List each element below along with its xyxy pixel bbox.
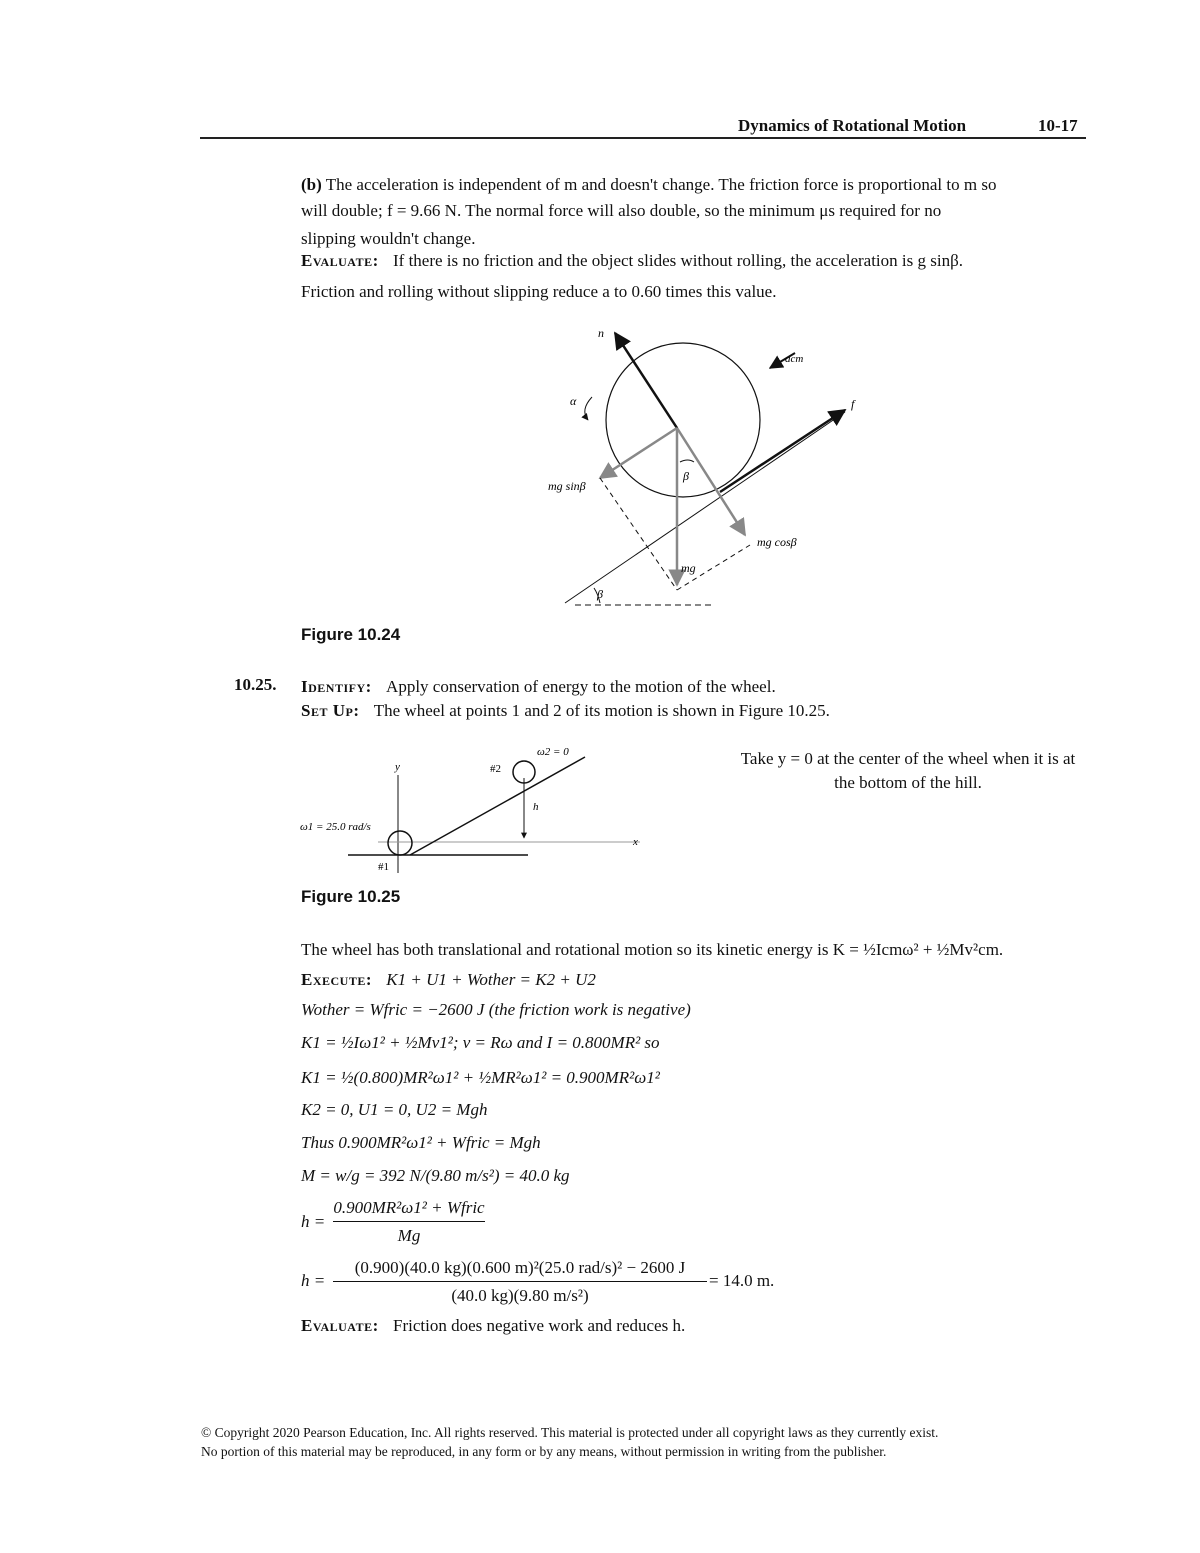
equation-energy-balance: Thus 0.900MR²ω1² + Wfric = Mgh <box>301 1133 541 1152</box>
setup-line: Set Up: The wheel at points 1 and 2 of its motion is shown in Figure 10.25. <box>301 701 830 720</box>
header-rule <box>200 137 1086 139</box>
page-number: 10-17 <box>1038 116 1078 135</box>
setup-label: Set Up: <box>301 701 360 720</box>
label-f: f <box>851 397 855 411</box>
execute-line: Execute: K1 + U1 + Wother = K2 + U2 <box>301 970 596 989</box>
h-lhs-1: h = <box>301 1212 326 1231</box>
copyright-line2: No portion of this material may be reproduced, in any form or by any means, without permission in writing from the publisher. <box>201 1444 887 1459</box>
evaluate2-line: Evaluate: Friction does negative work and reduces h. <box>301 1316 686 1335</box>
h-fraction-1-numerator: 0.900MR²ω1² + Wfric <box>333 1198 485 1217</box>
copyright-line1: © Copyright 2020 Pearson Education, Inc. All rights reserved. This material is protected under all copyright laws as they currently exist. <box>201 1425 939 1440</box>
figure-10-25-caption: Figure 10.25 <box>301 887 401 906</box>
figure-10-24-caption: Figure 10.24 <box>301 625 401 644</box>
equation-k1-definition: K1 = ½Iω1² + ½Mv1²; v = Rω and I = 0.800MR² so <box>301 1033 660 1052</box>
chapter-title: Dynamics of Rotational Motion <box>738 116 967 135</box>
label-mg: mg <box>681 561 696 575</box>
figure-10-25 <box>290 740 660 880</box>
equation-k1-expanded: K1 = ½(0.800)MR²ω1² + ½MR²ω1² = 0.900MR²ω1² <box>301 1068 660 1087</box>
friction-force-arrow <box>720 410 845 492</box>
identify-label: Identify: <box>301 677 372 696</box>
figure-10-24 <box>540 318 880 618</box>
label-x: x <box>633 836 638 848</box>
h-result: = 14.0 m. <box>709 1271 775 1290</box>
angular-acceleration-arrow <box>585 397 592 420</box>
evaluate1-line2: Friction and rolling without slipping reduce a to 0.60 times this value. <box>301 282 777 301</box>
label-n: n <box>598 326 604 340</box>
wheel-position-1 <box>388 831 412 855</box>
problem-number: 10.25. <box>234 675 277 694</box>
normal-force-arrow <box>615 333 677 428</box>
equation-k2-u: K2 = 0, U1 = 0, U2 = Mgh <box>301 1100 488 1119</box>
h-fraction-1-bar <box>333 1221 485 1222</box>
part-b-label: (b) <box>301 175 322 194</box>
label-mg-sin: mg sinβ <box>548 479 586 493</box>
h-lhs-2: h = <box>301 1271 326 1290</box>
label-omega2: ω2 = 0 <box>537 746 569 758</box>
part-b-line2: will double; f = 9.66 N. The normal force will also double, so the minimum μs required for no <box>301 201 942 220</box>
h-fraction-2-denominator: (40.0 kg)(9.80 m/s²) <box>451 1286 589 1305</box>
evaluate1-line1: Evaluate: If there is no friction and the object slides without rolling, the acceleration is g sinβ. <box>301 251 963 270</box>
label-omega1: ω1 = 25.0 rad/s <box>300 821 371 833</box>
part-b-line3: slipping wouldn't change. <box>301 229 476 248</box>
beta-angle-arc <box>680 460 694 462</box>
label-acm: acm <box>785 353 804 365</box>
label-mg-cos: mg cosβ <box>757 535 797 549</box>
h-fraction-2-bar <box>333 1281 707 1282</box>
figure-10-25-side-note: Take y = 0 at the center of the wheel when it is at the bottom of the hill. <box>740 749 1076 792</box>
label-point-2: #2 <box>490 763 501 775</box>
identify-line: Identify: Apply conservation of energy to the motion of the wheel. <box>301 677 776 696</box>
execute-label: Execute: <box>301 970 373 989</box>
h-fraction-1-denominator: Mg <box>397 1226 421 1245</box>
label-beta-incline: β <box>597 587 603 601</box>
mg-sin-arrow <box>600 428 677 478</box>
h-fraction-2-numerator: (0.900)(40.0 kg)(0.600 m)²(25.0 rad/s)² − 2600 J <box>354 1258 686 1277</box>
label-y: y <box>395 761 400 773</box>
label-point-1: #1 <box>378 861 389 873</box>
label-beta-center: β <box>683 469 689 483</box>
part-b-line1: (b) The acceleration is independent of m and doesn't change. The friction force is proportional to m so <box>301 175 997 194</box>
evaluate1-label: Evaluate: <box>301 251 379 270</box>
ke-sentence: The wheel has both translational and rotational motion so its kinetic energy is K = ½Icmω² + ½Mv²cm. <box>301 940 1004 959</box>
label-h: h <box>533 801 539 813</box>
evaluate2-label: Evaluate: <box>301 1316 379 1335</box>
equation-mass: M = w/g = 392 N/(9.80 m/s²) = 40.0 kg <box>301 1166 570 1185</box>
equation-w-other: Wother = Wfric = −2600 J (the friction work is negative) <box>301 1000 691 1019</box>
label-alpha: α <box>570 394 577 408</box>
incline-surface <box>565 412 845 603</box>
